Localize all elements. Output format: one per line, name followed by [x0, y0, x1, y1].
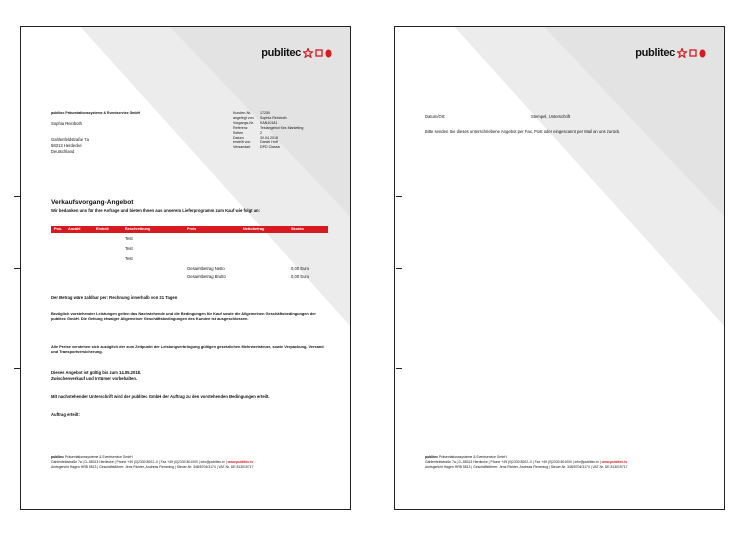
background-triangle: [395, 27, 724, 509]
fold-mark: [14, 196, 20, 197]
stamp-signature-label: Stempel, Unterschrift: [531, 114, 571, 119]
footer-address: Gahlenfeldstraße 7a | D–58313 Herdecke | Phone +49 (0)2330 8002–0 | Fax +49 (0)2330 801000 | info@publitec.tv | www.publitec.tv: [51, 459, 254, 464]
info-row: erstellt von Daniel Hoff: [233, 140, 278, 145]
table-row: Test: [125, 256, 133, 261]
footer-registry: Amtsgericht Hagen HRB 5513 | Geschäftsführer: Jens Richter, Andreas Flemming | Steuer-Nr. 348/5704/3174 | VAT-Nr. DE 813019717: [51, 464, 254, 469]
col-anzahl: Anzahl: [68, 227, 81, 231]
prices-paragraph: Alle Preise verstehen sich zuzüglich der zum Zeitpunkt der Leistungserbringung gültigen gesetzlichen Mehrwertsteuer, sowie Verpackung, Versand und Transportversicherung.: [51, 344, 324, 355]
fold-mark: [14, 268, 20, 269]
return-note: Bitte senden Sie dieses unterschriebene Angebot per Fax, Post oder eingescannt per Mail an uns zurück.: [425, 129, 621, 134]
footer-web-link[interactable]: www.publitec.tv: [227, 459, 254, 464]
document-page-2: [394, 26, 725, 510]
info-row: Datum 30.04.2018: [233, 135, 278, 140]
total-net-label: Gesamtbetrag Netto: [187, 266, 225, 271]
footer-address: Gahlenfeldstraße 7a | D–58313 Herdecke | Phone +49 (0)2330 8002–0 | Fax +49 (0)2330 801000 | info@publitec.tv | www.publitec.tv: [425, 459, 628, 464]
col-einheit: Einheit: [96, 227, 109, 231]
info-row: Versandart DPD Classic: [233, 145, 281, 150]
info-row: Referenz Testangebot fürs Marketing: [233, 125, 304, 130]
info-row: Vorgangs-Nr. KAN10181: [233, 120, 278, 125]
footer: [425, 455, 627, 469]
info-row: angelegt von Sophia Reinboth: [233, 115, 287, 120]
drop-icon: [699, 49, 706, 58]
document-page-1: [20, 26, 351, 510]
footer: [51, 455, 253, 469]
intro-text: Wir bedanken uns für Ihre Anfrage und bieten Ihnen aus unserem Lieferprogramm zum Kauf wie folgt an:: [51, 208, 260, 213]
table-row: Test: [125, 246, 133, 251]
fold-mark: [396, 368, 402, 369]
square-icon: [689, 49, 697, 57]
logo-wordmark: publitec: [261, 47, 301, 59]
validity-line: Dieses Angebot ist gültig bis zum 14.05.2018.: [51, 370, 142, 375]
col-preis: Preis: [187, 227, 197, 231]
table-header: [51, 226, 328, 233]
fold-mark: [14, 368, 20, 369]
sender-line: publitec Präsentationssysteme & Eventservice GmbH: [51, 111, 141, 115]
drop-icon: [325, 49, 332, 58]
recipient-name: Sophia Reinboth: [51, 121, 82, 126]
table-row: Test: [125, 236, 133, 241]
footer-company: publitec Präsentationssysteme & Eventservice GmbH: [425, 455, 507, 459]
date-place-label: Datum/Ort:: [425, 114, 446, 119]
info-row: Kunden-Nr. 17250: [233, 111, 270, 115]
fold-mark: [396, 196, 402, 197]
terms-paragraph: Bezüglich vorstehender Leistungen gelten das Nachstehende und die Bedingungen für Kauf sowie die Allgemeinen Geschäftsbedingungen der publitec GmbH. Die Geltung etwaiger Allgemeiner Geschäftsbedingungen des Kunden ist ausgeschlossen.: [51, 311, 316, 322]
square-icon: [315, 49, 323, 57]
document-title: Verkaufsvorgang-Angebot: [51, 199, 134, 206]
recipient-country: Deutschland: [51, 149, 75, 154]
footer-company: publitec Präsentationssysteme & Eventservice GmbH: [51, 455, 133, 459]
document-info: [233, 111, 303, 150]
recipient-street: Gahlenfeldstraße 7a: [51, 137, 89, 142]
publitec-logo: [261, 46, 332, 60]
recipient-city: 58313 Herdecke: [51, 143, 82, 148]
footer-web-link[interactable]: www.publitec.tv: [601, 459, 628, 464]
payment-terms: Der Betrag wäre zahlbar per: Rechnung innerhalb von 21 Tagen: [51, 295, 178, 300]
footer-registry: Amtsgericht Hagen HRB 5513 | Geschäftsführer: Jens Richter, Andreas Flemming | Steuer-Nr. 348/5704/3174 | VAT-Nr. DE 813019717: [425, 464, 628, 469]
signature-note: Mit nachstehender Unterschrift wird der publitec GmbH der Auftrag zu den vorstehenden Bedingungen erteilt.: [51, 394, 270, 399]
logo-wordmark: publitec: [635, 47, 675, 59]
total-gross-label: Gesamtbetrag Brutto: [187, 274, 226, 279]
reservation-line: Zwischenverkauf und Irrtümer vorbehalten.: [51, 376, 138, 381]
fold-mark: [396, 268, 402, 269]
col-beschreibung: Beschreibung: [125, 227, 151, 231]
star-icon: [303, 48, 313, 58]
publitec-logo: [635, 46, 706, 60]
info-row: Seiten 2: [233, 130, 262, 135]
star-icon: [677, 48, 687, 58]
total-net-value: 0,00 Euro: [291, 266, 310, 271]
order-given: Auftrag erteilt:: [51, 412, 80, 417]
col-nettobetrag: Nettobetrag: [243, 227, 265, 231]
col-pos: Pos.: [54, 227, 63, 231]
col-skonto: Skonto: [291, 227, 304, 231]
total-gross-value: 0,00 Euro: [291, 274, 310, 279]
